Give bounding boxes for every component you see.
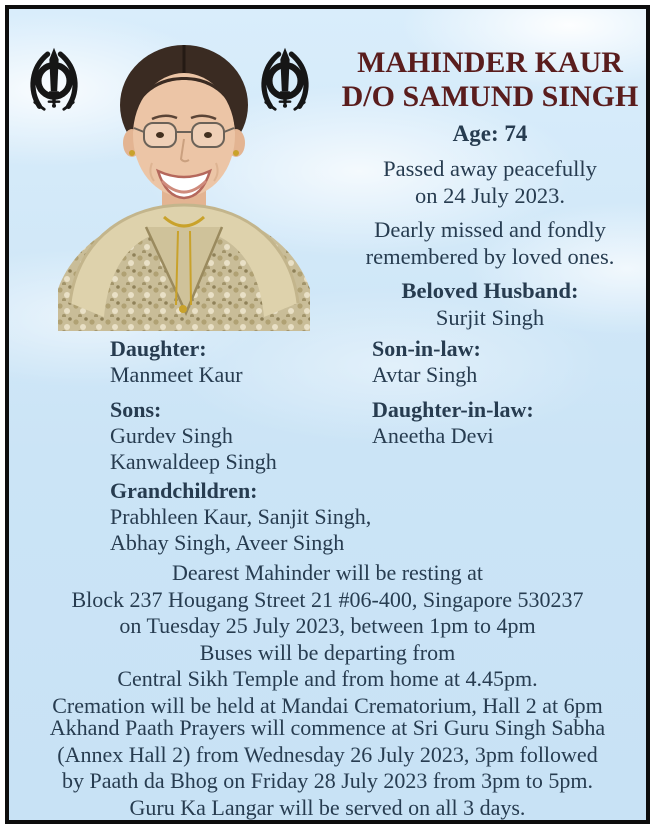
prayer-line: by Paath da Bhog on Friday 28 July 2023 from 3pm to 5pm. [61, 768, 594, 793]
obituary-notice [5, 5, 650, 824]
wake-line: Dearest Mahinder will be resting at [172, 560, 483, 585]
daughter-in-law-name: Aneetha Devi [372, 423, 494, 448]
passed-away-text [331, 155, 649, 209]
prayer-line: Guru Ka Langar will be served on all 3 days. [129, 794, 526, 820]
beloved-husband-label: Beloved Husband: [401, 278, 579, 303]
daughter-label: Daughter: [110, 336, 207, 361]
prayer-line: Akhand Paath Prayers will commence at Sri Guru Singh Sabha [49, 715, 606, 740]
deceased-portrait [40, 13, 328, 331]
header-column [331, 46, 649, 331]
family-column-left [110, 336, 277, 475]
passed-away-line2: on 24 July 2023. [414, 183, 565, 208]
sons-label: Sons: [110, 397, 162, 422]
prayer-line: (Annex Hall 2) from Wednesday 26 July 2023, 3pm followed [57, 741, 598, 767]
tribute-text [331, 216, 649, 270]
wake-line: Central Sikh Temple and from home at 4.45pm. [117, 666, 538, 691]
grandchildren-line1: Prabhleen Kaur, Sanjit Singh, [110, 504, 372, 529]
wake-line: Buses will be departing from [199, 639, 456, 665]
deceased-name-line1: MAHINDER KAUR [357, 46, 623, 79]
beloved-husband-name: Surjit Singh [435, 305, 545, 330]
prayer-details [9, 715, 646, 821]
grandchildren-line2: Abhay Singh, Aveer Singh [110, 530, 345, 555]
beloved-husband-block [331, 277, 649, 331]
tribute-line1: Dearly missed and fondly [374, 217, 606, 242]
son-name-1: Gurdev Singh [110, 423, 233, 448]
wake-line: Block 237 Hougang Street 21 #06-400, Singapore 530237 [71, 586, 584, 612]
daughter-in-law-label: Daughter-in-law: [372, 397, 534, 422]
grandchildren-label: Grandchildren: [110, 478, 258, 503]
son-name-2: Kanwaldeep Singh [110, 449, 277, 474]
son-in-law-label: Son-in-law: [372, 336, 481, 361]
grandchildren-block [110, 478, 371, 556]
wake-line: on Tuesday 25 July 2023, between 1pm to 4pm [119, 613, 536, 638]
age-text: Age: 74 [452, 121, 528, 146]
family-column-right [372, 336, 534, 449]
wake-line: Cremation will be held at Mandai Crematorium, Hall 2 at 6pm [52, 692, 603, 718]
passed-away-line1: Passed away peacefully [383, 156, 597, 181]
daughter-name: Manmeet Kaur [110, 362, 243, 387]
deceased-name-line2: D/O SAMUND SINGH [341, 80, 639, 113]
tribute-line2: remembered by loved ones. [365, 244, 615, 269]
son-in-law-name: Avtar Singh [372, 362, 478, 387]
wake-details [9, 560, 646, 719]
